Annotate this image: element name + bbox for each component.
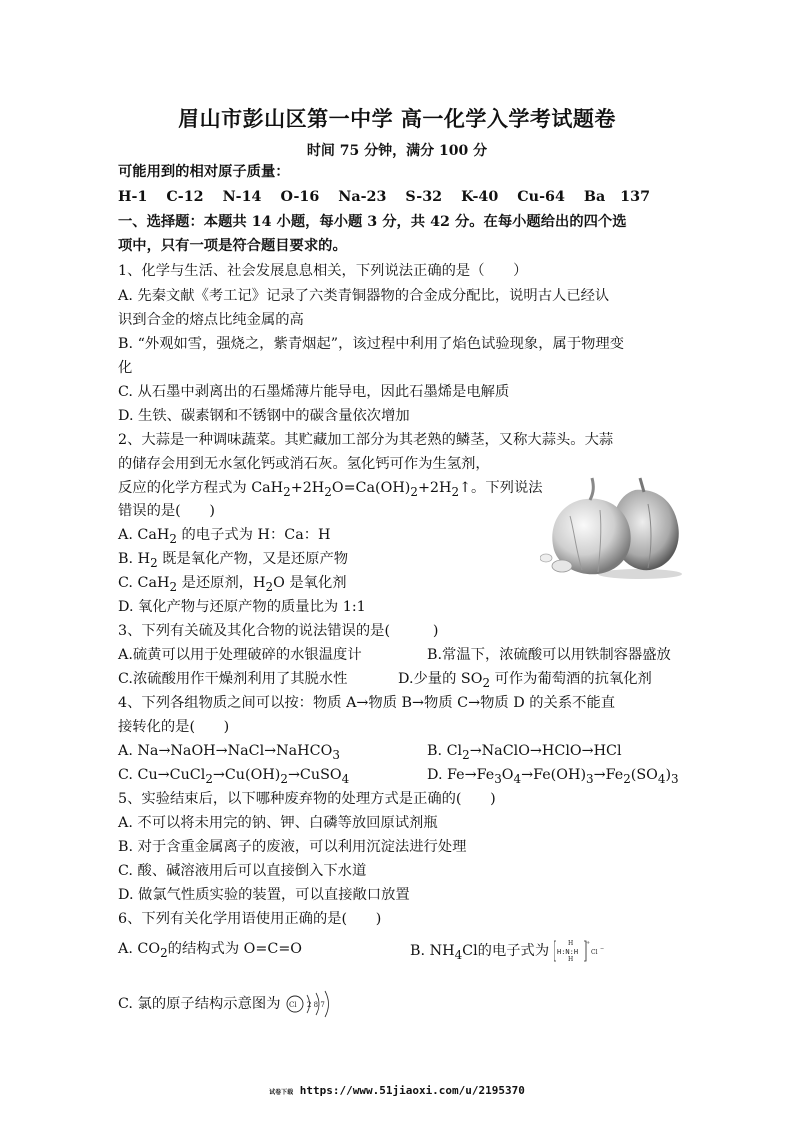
question-6-stem: 6、下列有关化学用语使用正确的是( ) — [118, 911, 382, 927]
q5-option-c: C. 酸、碱溶液用后可以直接倒入下水道 — [118, 863, 367, 879]
q2-option-c: C. CaH$_2$ 是还原剂，$H_2O$ 是氧化剂 — [118, 575, 347, 594]
svg-text:H: H — [567, 940, 573, 947]
q4-option-a: A. Na→NaOH→NaCl→NaHCO$_3$ — [118, 743, 340, 762]
q3-option-c: C.浓硫酸用作干燥剂利用了其脱水性 — [118, 671, 348, 687]
nh4-inner-text: H:N:H — [556, 948, 578, 956]
q2-option-a: A. CaH$_2$ 的电子式为 H：Ca：H — [118, 527, 331, 546]
question-2-stem: 的储存会用到无水氢化钙或消石灰。氢化钙可作为生氢剂， — [118, 456, 490, 472]
q3-option-b: B.常温下，浓硫酸可以用铁制容器盛放 — [427, 647, 671, 663]
mass-item: S-32 — [405, 189, 443, 205]
svg-text:−: − — [599, 946, 604, 952]
mass-item: Ba 137 — [583, 189, 651, 205]
q1-option-b: 化 — [118, 360, 133, 376]
garlic-image — [540, 470, 683, 582]
q1-option-b: B. “外观如雪，强烧之，紫青烟起”，该过程中利用了焰色试验现象，属于物理变 — [118, 336, 625, 352]
question-2-equation: 反应的化学方程式为 $CaH_2+2H_2O=Ca(OH)_2+2H_2↑$。下列说法 — [118, 480, 543, 499]
chlorine-atom-diagram — [285, 989, 339, 1019]
chloride-text: Cl — [590, 949, 598, 956]
mass-item: H-1 — [118, 189, 148, 205]
atom-symbol: Cl — [289, 1001, 297, 1009]
mass-item: O-16 — [280, 189, 320, 205]
question-4-stem: 4、下列各组物质之间可以按：物质 A→物质 B→物质 C→物质 D 的关系不能直 — [118, 695, 616, 711]
question-5-stem: 5、实验结束后，以下哪种废弃物的处理方式是正确的( ) — [118, 791, 496, 807]
question-1-stem: 1、化学与生活、社会发展息息相关，下列说法正确的是（ ） — [118, 263, 528, 279]
q1-option-a: A. 先秦文献《考工记》记录了六类青铜器物的合金成分配比，说明古人已经认 — [118, 288, 610, 304]
footer-url[interactable]: https://www.51jiaoxi.com/u/2195370 — [299, 1084, 525, 1097]
q4-option-c: C. $Cu\to CuCl_2\to Cu(OH)_2\to CuSO_4$ — [118, 767, 350, 786]
svg-text:H: H — [567, 956, 573, 963]
q1-option-c: C. 从石墨中剥离出的石墨烯薄片能导电，因此石墨烯是电解质 — [118, 384, 510, 400]
q4-option-b: B. $Cl_2\to NaClO\to HClO\to HCl$ — [427, 743, 622, 762]
mass-item: K-40 — [461, 189, 499, 205]
q6-option-a: A. $CO_2$的结构式为 O=C=O — [118, 941, 303, 960]
footer-prefix: 试卷下载 — [269, 1089, 294, 1096]
question-4-stem: 接转化的是( ) — [118, 719, 230, 735]
section-heading: 一、选择题：本题共 14 小题，每小题 3 分，共 42 分。在每小题给出的四个选 — [118, 214, 627, 230]
page-title: 眉山市彭山区第一中学 高一化学入学考试题卷 — [178, 106, 616, 131]
nh4cl-electron-formula — [554, 939, 606, 963]
mass-item: Na-23 — [338, 189, 387, 205]
section-heading: 项中，只有一项是符合题目要求的。 — [118, 238, 347, 254]
q6-option-c: C. 氯的原子结构示意图为 Cl 2 8 7 — [118, 989, 339, 1019]
q2-option-d: D. 氧化产物与还原产物的质量比为 1:1 — [118, 599, 366, 615]
svg-text:+: + — [585, 940, 590, 946]
atomic-masses — [118, 187, 664, 207]
question-2-stem: 错误的是( ) — [118, 503, 215, 519]
q1-option-a: 识到合金的熔点比纯金属的高 — [118, 312, 304, 328]
page-subtitle: 时间 75 分钟，满分 100 分 — [306, 143, 488, 159]
q3-option-a: A.硫黄可以用于处理破碎的水银温度计 — [118, 647, 362, 663]
mass-item: C-12 — [166, 189, 204, 205]
masses-label: 可能用到的相对原子质量： — [118, 164, 290, 180]
page-footer — [0, 1084, 794, 1097]
q5-option-d: D. 做氯气性质实验的装置，可以直接敞口放置 — [118, 887, 410, 903]
q2-option-b: B. $H_2$ 既是氧化产物，又是还原产物 — [118, 551, 349, 570]
q6-option-b: B. $NH_4Cl$的电子式为 H:N:H H H + Cl − — [410, 940, 604, 963]
mass-item: N-14 — [222, 189, 262, 205]
mass-item: Cu-64 — [517, 189, 565, 205]
q5-option-a: A. 不可以将未用完的钠、钾、白磷等放回原试剂瓶 — [118, 815, 438, 831]
q1-option-d: D. 生铁、碳素钢和不锈钢中的碳含量依次增加 — [118, 408, 410, 424]
q5-option-b: B. 对于含重金属离子的废液，可以利用沉淀法进行处理 — [118, 839, 467, 855]
electron-shells: 2 8 7 — [307, 1001, 325, 1009]
q3-option-d: D.少量的 $SO_2$ 可作为葡萄酒的抗氧化剂 — [398, 671, 652, 690]
question-3-stem: 3、下列有关硫及其化合物的说法错误的是( ) — [118, 623, 439, 639]
question-2-stem: 2、大蒜是一种调味蔬菜。其贮藏加工部分为其老熟的鳞茎，又称大蒜头。大蒜 — [118, 432, 614, 448]
q4-option-d: D. $Fe\to Fe_3O_4\to Fe(OH)_3\to Fe_2(SO_4)_3$ — [427, 767, 679, 786]
